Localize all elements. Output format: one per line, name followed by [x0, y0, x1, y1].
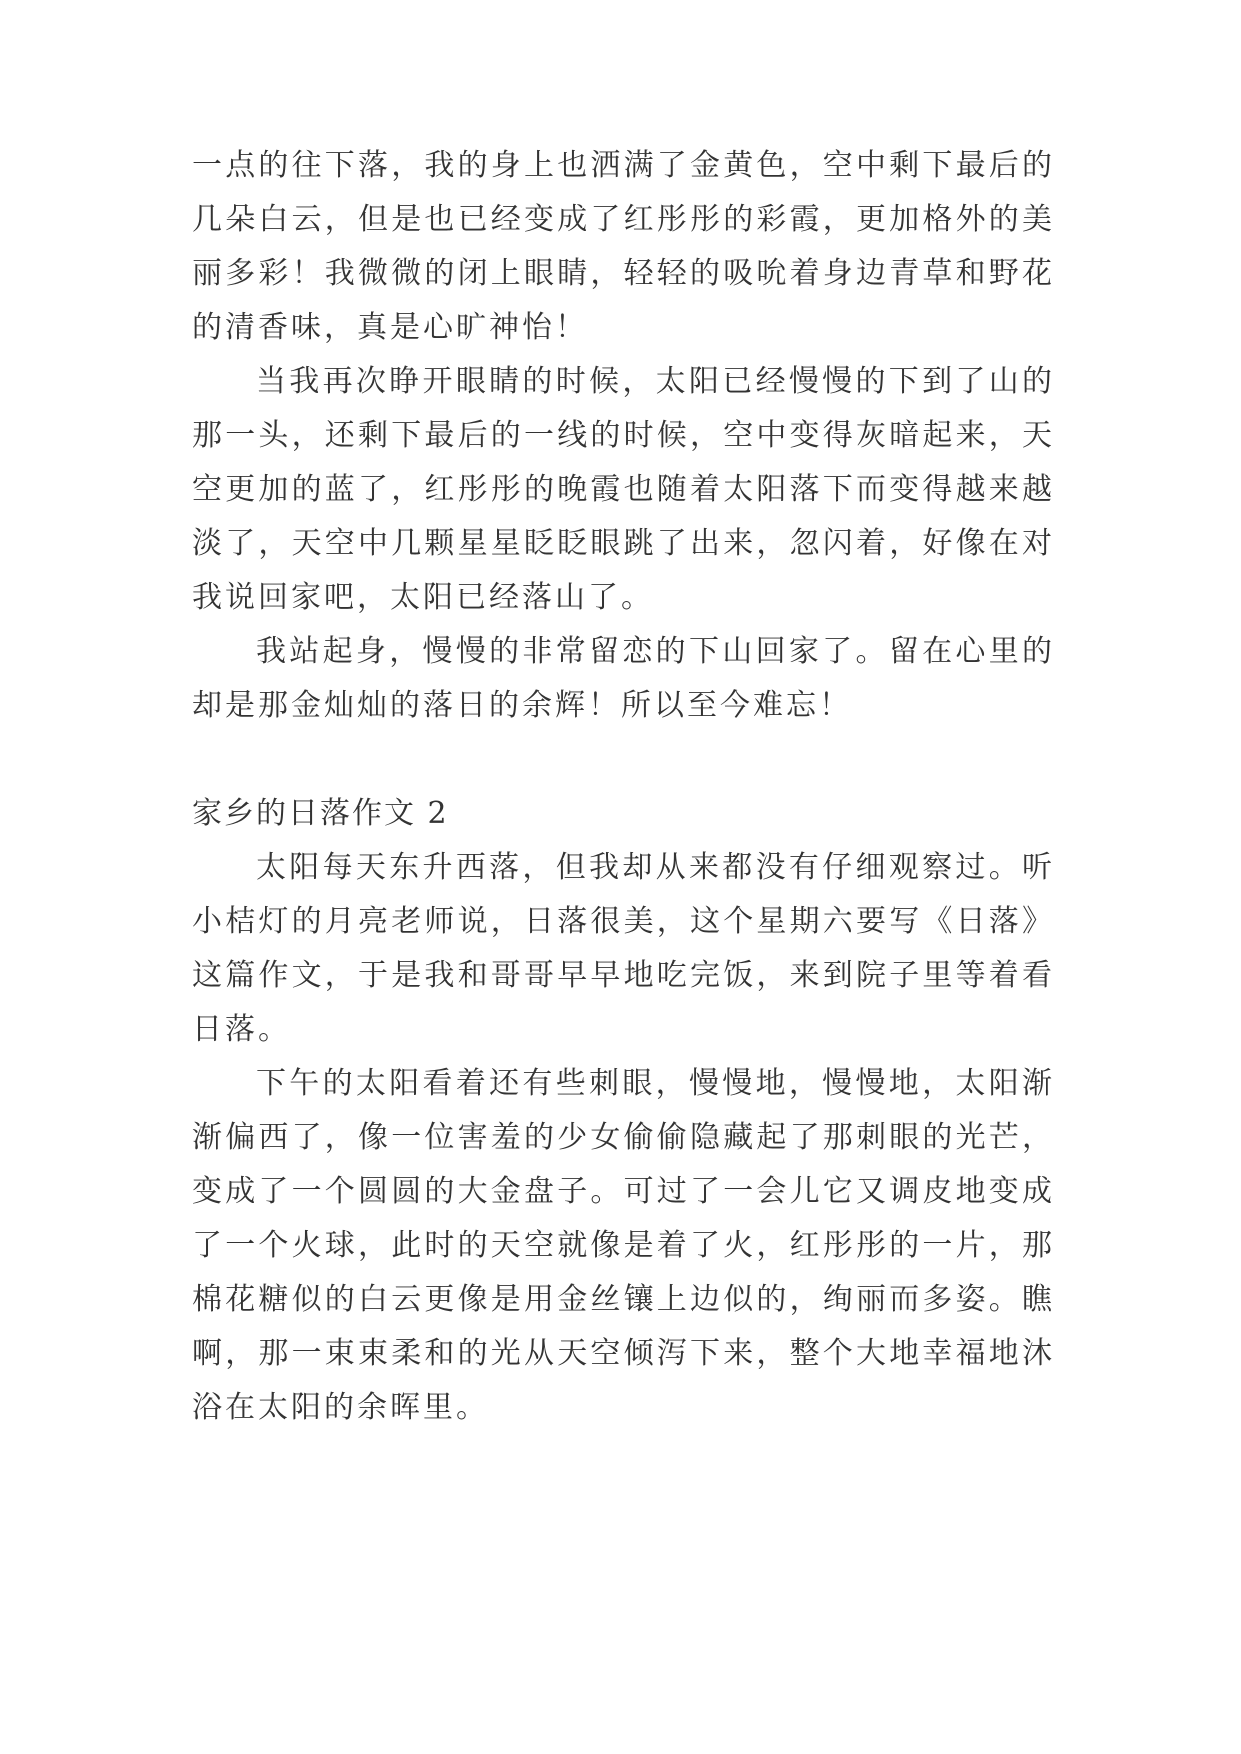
text-line: 我说回家吧，太阳已经落山了。 [192, 580, 654, 615]
text-line: 那一头，还剩下最后的一线的时候，空中变得灰暗起来，天 [192, 418, 1052, 453]
text-line: 啊，那一束束柔和的光从天空倾泻下来，整个大地幸福地沐 [192, 1336, 1052, 1371]
text-line: 这篇作文，于是我和哥哥早早地吃完饭，来到院子里等着看 [192, 958, 1052, 993]
text-line: 当我再次睁开眼睛的时候，太阳已经慢慢的下到了山的 [256, 364, 1052, 399]
text-line: 丽多彩！我微微的闭上眼睛，轻轻的吸吮着身边青草和野花 [192, 256, 1052, 291]
text-line: 日落。 [192, 1012, 291, 1047]
text-line: 却是那金灿灿的落日的余辉！所以至今难忘！ [192, 688, 852, 723]
text-line: 空更加的蓝了，红彤彤的晚霞也随着太阳落下而变得越来越 [192, 472, 1052, 507]
text-line: 太阳每天东升西落，但我却从来都没有仔细观察过。听 [256, 850, 1052, 885]
text-line: 棉花糖似的白云更像是用金丝镶上边似的，绚丽而多姿。瞧 [192, 1282, 1052, 1317]
text-line: 的清香味，真是心旷神怡！ [192, 310, 588, 345]
section-heading: 家乡的日落作文 2 [192, 796, 449, 831]
text-line: 几朵白云，但是也已经变成了红彤彤的彩霞，更加格外的美 [192, 202, 1052, 237]
text-line: 浴在太阳的余晖里。 [192, 1390, 489, 1425]
text-line: 渐偏西了，像一位害羞的少女偷偷隐藏起了那刺眼的光芒， [192, 1120, 1052, 1155]
text-line: 淡了，天空中几颗星星眨眨眼跳了出来，忽闪着，好像在对 [192, 526, 1052, 561]
text-line: 我站起身，慢慢的非常留恋的下山回家了。留在心里的 [256, 634, 1052, 669]
text-line: 变成了一个圆圆的大金盘子。可过了一会儿它又调皮地变成 [192, 1174, 1052, 1209]
text-line: 下午的太阳看着还有些刺眼，慢慢地，慢慢地，太阳渐 [256, 1066, 1052, 1101]
text-line: 了一个火球，此时的天空就像是着了火，红彤彤的一片，那 [192, 1228, 1052, 1263]
text-line: 一点的往下落，我的身上也洒满了金黄色，空中剩下最后的 [192, 148, 1052, 183]
text-line: 小桔灯的月亮老师说，日落很美，这个星期六要写《日落》 [192, 904, 1052, 939]
